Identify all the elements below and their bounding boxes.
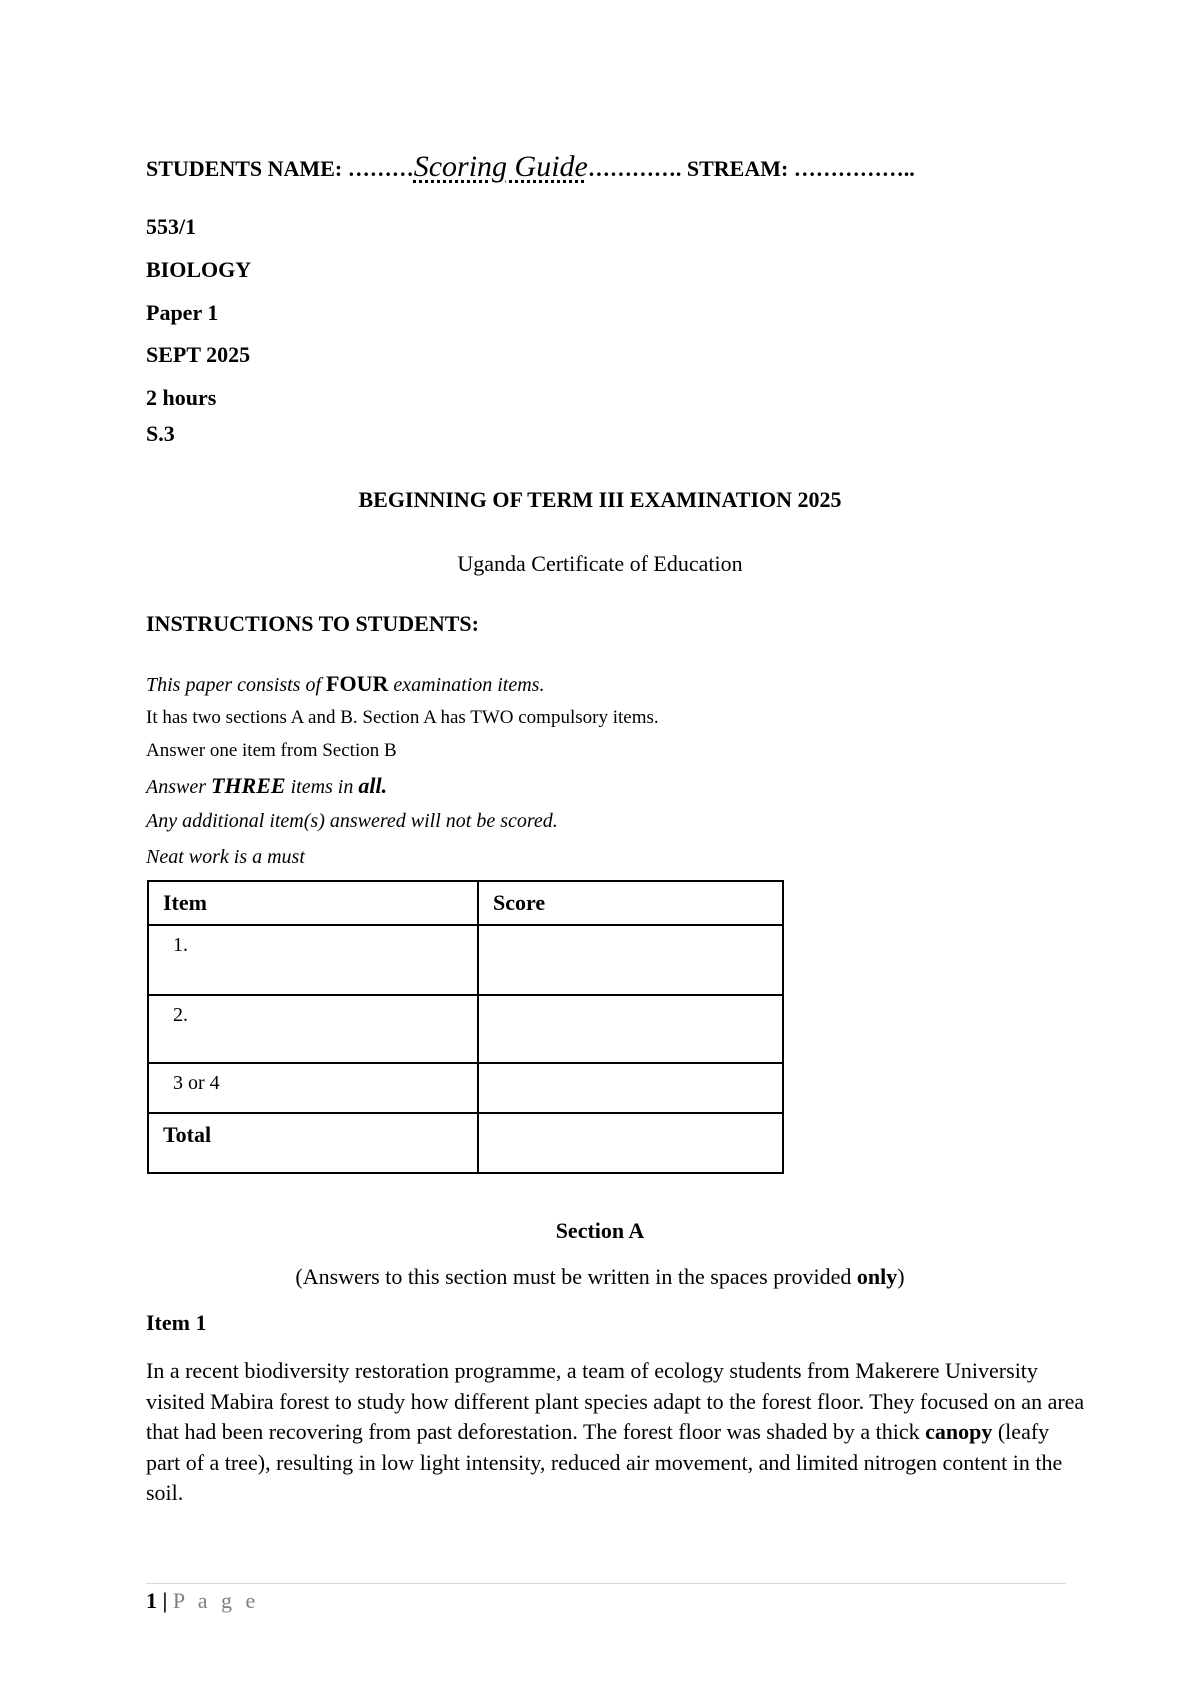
exam-title: BEGINNING OF TERM III EXAMINATION 2025 xyxy=(358,487,842,512)
certificate-name: Uganda Certificate of Education xyxy=(457,551,743,576)
stream-dots: …………….. xyxy=(793,156,915,181)
row-total: Total xyxy=(148,1113,478,1173)
table-row xyxy=(148,925,783,995)
stream-label: STREAM: xyxy=(686,156,789,181)
instruction-1 xyxy=(146,671,544,697)
name-dots-end: …………. xyxy=(587,156,687,181)
row-score-cell xyxy=(478,1063,783,1113)
section-note-a: (Answers to this section must be written in the spaces provided xyxy=(295,1264,857,1289)
subject: BIOLOGY xyxy=(146,257,252,282)
paragraph-part-c: (leafy part of a tree), resulting in low light intensity, reduced air movement, and limited nitrogen content in the soil. xyxy=(146,1419,1063,1505)
section-note-b: only xyxy=(856,1264,898,1289)
instruction-4-c: items in xyxy=(285,776,359,798)
row-item: 1. xyxy=(148,925,478,995)
header-score: Score xyxy=(478,881,783,925)
table-row xyxy=(148,1113,783,1173)
footer-divider xyxy=(146,1583,1066,1584)
score-table xyxy=(147,880,784,1174)
students-name-label: STUDENTS NAME: xyxy=(146,156,343,181)
page-word: P a g e xyxy=(172,1588,260,1613)
paragraph-part-a: In a recent biodiversity restoration programme, a team of ecology students from Makerere University visited Mabira forest to study how different plant species adapt to the forest floor. They focused on an area that had been recovering from past deforestation. The forest floor was shaded by a thick xyxy=(146,1358,1085,1444)
instructions-heading: INSTRUCTIONS TO STUDENTS: xyxy=(146,611,479,636)
page-footer xyxy=(146,1588,259,1614)
table-header-row xyxy=(148,881,783,925)
instruction-6: Neat work is a must xyxy=(146,846,305,868)
footer-separator: | xyxy=(157,1588,173,1613)
instruction-5: Any additional item(s) answered will not be scored. xyxy=(146,810,558,832)
paper-code: 553/1 xyxy=(146,214,197,239)
scoring-guide-text: Scoring Guide xyxy=(413,150,588,183)
instruction-1-c: examination items. xyxy=(388,674,545,696)
item-label: Item 1 xyxy=(146,1310,207,1335)
row-score-cell xyxy=(478,925,783,995)
name-dots: ……… xyxy=(347,156,414,181)
table-row xyxy=(148,1063,783,1113)
item-paragraph xyxy=(146,1356,1086,1509)
row-item: 3 or 4 xyxy=(148,1063,478,1113)
instruction-2: It has two sections A and B. Section A has TWO compulsory items. xyxy=(146,707,659,728)
instruction-4-b: THREE xyxy=(211,773,286,798)
table-row xyxy=(148,995,783,1063)
header-line xyxy=(146,150,915,184)
instruction-1-a: This paper consists of xyxy=(146,674,327,696)
instruction-4-d: all. xyxy=(358,773,388,798)
instruction-4 xyxy=(146,773,387,799)
class-level: S.3 xyxy=(146,421,175,446)
section-title: Section A xyxy=(555,1218,645,1243)
instruction-4-a: Answer xyxy=(146,776,211,798)
row-score-cell xyxy=(478,1113,783,1173)
paragraph-canopy: canopy xyxy=(925,1419,993,1444)
section-note-c: ) xyxy=(897,1264,905,1289)
instruction-3: Answer one item from Section B xyxy=(146,740,397,761)
exam-date: SEPT 2025 xyxy=(146,342,251,367)
row-item: 2. xyxy=(148,995,478,1063)
header-item: Item xyxy=(148,881,478,925)
page-number: 1 xyxy=(146,1588,157,1613)
section-note xyxy=(0,1264,1200,1290)
paper-number: Paper 1 xyxy=(146,300,219,325)
row-score-cell xyxy=(478,995,783,1063)
instruction-1-b: FOUR xyxy=(326,671,389,696)
duration: 2 hours xyxy=(146,385,217,410)
